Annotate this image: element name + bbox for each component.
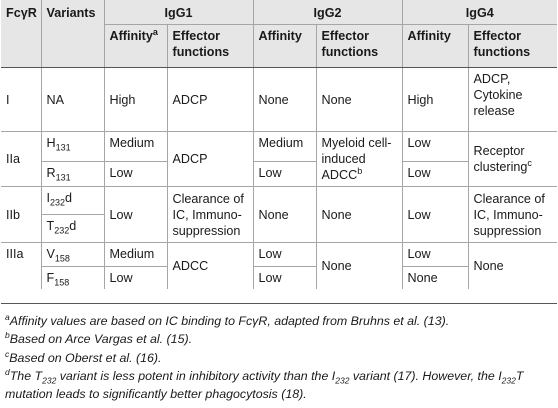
- igg2-effector-cell: None: [316, 243, 402, 290]
- variant-cell: $V_{158}$: [41, 243, 104, 267]
- igg1-affinity-cell: Medium: [104, 132, 167, 162]
- igg4-affinity-cell: None: [402, 267, 468, 290]
- header-row-1: [1, 0, 557, 25]
- footnote-a-marker: a: [152, 26, 158, 37]
- header-igg4-effector: Effector functions: [468, 25, 557, 68]
- header-variants: Variants: [41, 0, 104, 68]
- header-igg2: IgG2: [253, 0, 402, 25]
- table: [1, 0, 557, 289]
- igg4-effector-cell: Receptor clustering$^c$: [468, 132, 557, 187]
- variant-cell: $I_{232}d$: [41, 187, 104, 215]
- row-fcgr-i: [1, 68, 557, 132]
- header-igg2-effector: Effector functions: [316, 25, 402, 68]
- header-igg1-effector: Effector functions: [167, 25, 253, 68]
- igg4-effector-cell: ADCP, Cytokine release: [468, 68, 557, 132]
- variant-cell: $R_{131}$: [41, 162, 104, 187]
- receptor-cell: IIIa: [1, 243, 41, 290]
- igg1-effector-cell: ADCC: [167, 243, 253, 290]
- igg2-effector-cell: None: [316, 68, 402, 132]
- igg2-affinity-cell: None: [253, 187, 316, 243]
- footnote-c: $^c$Based on Oberst et al. (16).: [5, 348, 162, 365]
- igg4-affinity-cell: Low: [402, 162, 468, 187]
- variant-cell: $H_{131}$: [41, 132, 104, 162]
- header-igg1: IgG1: [104, 0, 253, 25]
- footnote-b: $^b$Based on Arce Vargas et al. (15).: [5, 330, 193, 347]
- header-igg4-affinity: Affinity: [402, 25, 468, 68]
- igg1-affinity-cell: Low: [104, 187, 167, 243]
- igg1-effector-cell: Clearance of IC, Immuno-suppression: [167, 187, 253, 243]
- igg1-effector-cell: ADCP: [167, 132, 253, 187]
- igg4-affinity-cell: Low: [402, 243, 468, 267]
- receptor-cell: IIb: [1, 187, 41, 243]
- igg2-effector-cell: None: [316, 187, 402, 243]
- igg4-effector-cell: Clearance of IC, Immuno-suppression: [468, 187, 557, 243]
- igg2-effector-cell: Myeloid cell-induced ADCC$^b$: [316, 132, 402, 187]
- igg2-affinity-cell: None: [253, 68, 316, 132]
- header-igg2-affinity: Affinity: [253, 25, 316, 68]
- reference-link[interactable]: 18: [285, 387, 300, 402]
- receptor-cell: IIa: [1, 132, 41, 187]
- igg1-affinity-cell: Low: [104, 267, 167, 290]
- footnote-d: $^d$The $T_{232}$ variant is less potent in inhibitory activity than the $I_{232}$ variant (17). However, the $I_{232}T$ mutation leads to significantly better phagocytosis (18).: [5, 366, 524, 402]
- table-bottom-rule: [1, 303, 557, 304]
- igg2-affinity-cell: Medium: [253, 132, 316, 162]
- reference-link[interactable]: 13: [427, 314, 442, 328]
- igg4-effector-cell: None: [468, 243, 557, 290]
- header-igg1-affinity: Affinity$^a$: [104, 25, 167, 68]
- igg4-affinity-cell: Low: [402, 187, 468, 243]
- footnote-b-marker: b: [357, 165, 363, 176]
- igg4-affinity-cell: Low: [402, 132, 468, 162]
- igg1-affinity-cell: Medium: [104, 243, 167, 267]
- igg1-affinity-cell: Low: [104, 162, 167, 187]
- igg4-affinity-cell: High: [402, 68, 468, 132]
- table-footnotes: [5, 312, 553, 403]
- header-igg4: IgG4: [402, 0, 557, 25]
- igg1-affinity-cell: High: [104, 68, 167, 132]
- header-fcgr: FcγR: [1, 0, 41, 68]
- variant-cell: $F_{158}$: [41, 267, 104, 290]
- igg2-affinity-cell: Low: [253, 162, 316, 187]
- igg2-affinity-cell: Low: [253, 243, 316, 267]
- row-fcgr-iia-1: [1, 132, 557, 162]
- receptor-cell: I: [6, 92, 10, 107]
- footnote-a: $^a$Affinity values are based on IC binding to FcγR, adapted from Bruhns et al. (13).: [5, 311, 450, 328]
- reference-link[interactable]: 17: [397, 368, 412, 383]
- variant-cell: $T_{232}d$: [41, 215, 104, 243]
- reference-link[interactable]: 15: [170, 332, 185, 347]
- igg2-affinity-cell: Low: [253, 267, 316, 290]
- row-fcgr-iib-1: [1, 187, 557, 215]
- variant-cell: NA: [41, 68, 104, 132]
- reference-link[interactable]: 16: [140, 350, 154, 365]
- igg1-effector-cell: ADCP: [167, 68, 253, 132]
- footnote-c-marker: c: [527, 157, 532, 168]
- row-fcgr-iiia-1: [1, 243, 557, 267]
